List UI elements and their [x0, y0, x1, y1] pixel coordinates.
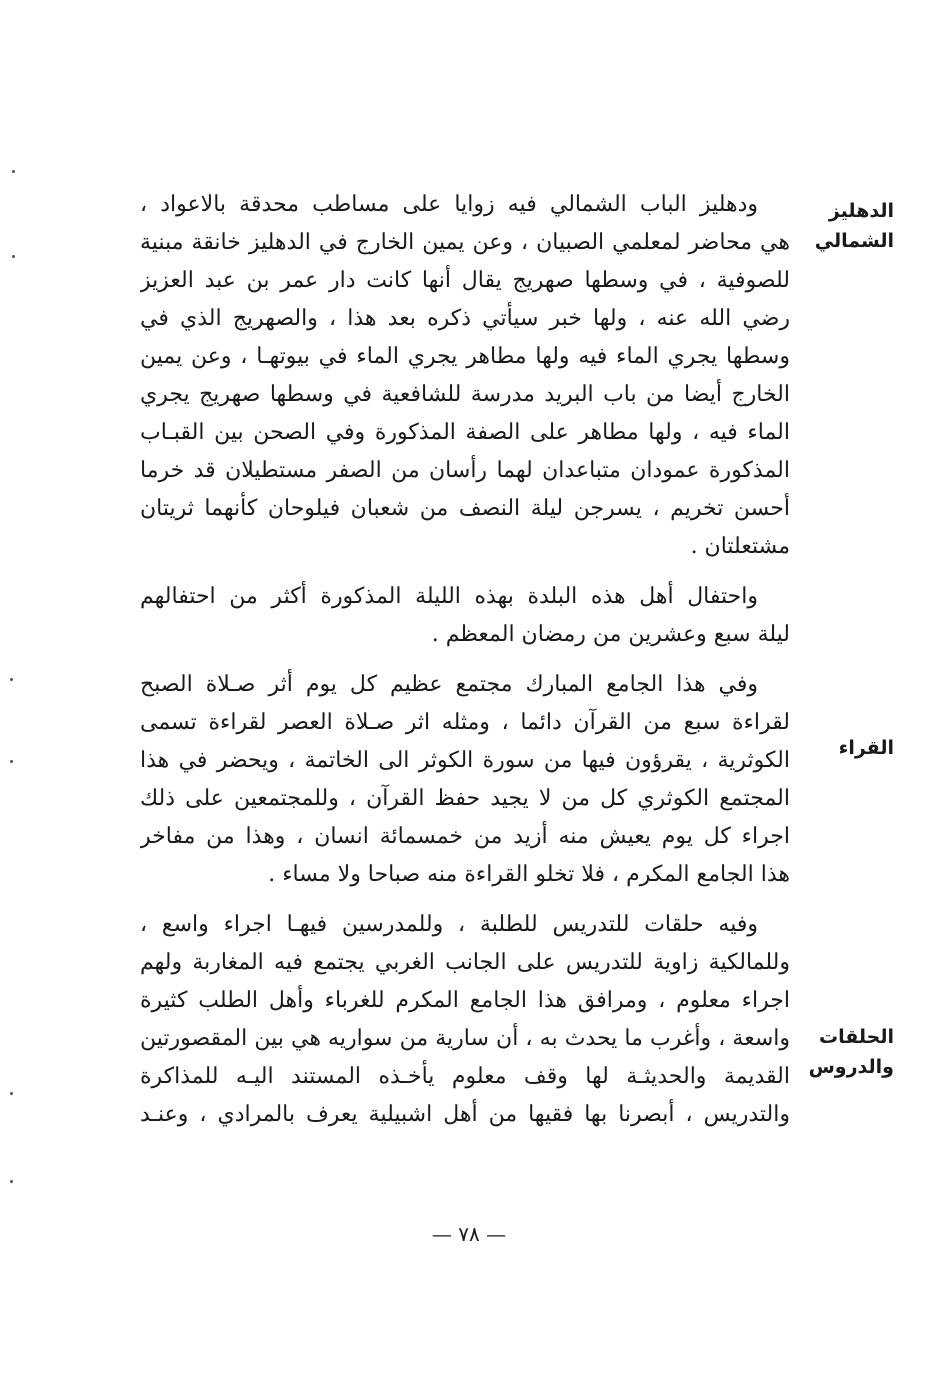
text-line: الكوثرية ، يقرؤون فيها من سورة الكوثر الى الخاتمة ، ويحضر في هذا [140, 748, 790, 773]
scan-speck [10, 1180, 13, 1183]
text-line: واسعة ، وأغرب ما يحدث به ، أن سارية من سواريه هي بين المقصورتين [140, 1026, 790, 1051]
text-line: لقراءة سبع من القرآن دائما ، ومثله اثر صـلاة العصر لقراءة تسمى [140, 710, 790, 735]
paragraph [140, 186, 790, 566]
margin-heading-north-vestibule [802, 196, 894, 256]
scan-speck [12, 255, 15, 258]
text-line: وفيه حلقات للتدريس للطلبة ، وللمدرسين فيهـا اجراء واسع ، [140, 912, 758, 937]
paragraph [140, 578, 790, 654]
text-line: وسطها يجري الماء فيه ولها مطاهر يجري الماء في بيوتهـا ، وعن يمين [140, 344, 790, 369]
scan-speck [10, 1092, 13, 1095]
paragraph [140, 906, 790, 1134]
text-line: ودهليز الباب الشمالي فيه زوايا على مساطب محدقة بالاعواد ، [140, 192, 758, 217]
margin-heading-line: والدروس [808, 1056, 894, 1078]
margin-heading-line: الدهليز [828, 200, 894, 222]
text-line: رضي الله عنه ، ولها خبر سيأتي ذكره بعد هذا ، والصهريج الذي في [140, 306, 790, 331]
text-line: مشتعلتان . [690, 534, 790, 559]
scan-speck [12, 170, 15, 173]
main-text [140, 186, 790, 1146]
paragraph [140, 666, 790, 894]
text-line: المذكورة عمودان متباعدان لهما رأسان من الصفر مستطيلان قد خرما [140, 458, 790, 483]
margin-heading-line: القراء [838, 737, 894, 759]
scan-speck [10, 678, 13, 681]
text-line: الماء فيه ، ولها مطاهر على الصفة المذكورة وفي الصحن بين القبـاب [140, 420, 790, 445]
text-line: للصوفية ، في وسطها صهريج يقال أنها كانت دار عمر بن عبد العزيز [140, 268, 790, 293]
text-line: اجراء كل يوم يعيش منه أزيد من خمسمائة انسان ، وهذا من مفاخر [140, 824, 790, 849]
margin-heading-study-circles [802, 1022, 894, 1082]
text-line: والتدريس ، أبصرنا بها فقيها من أهل اشبيلية يعرف بالمرادي ، وعنـد [140, 1102, 790, 1127]
text-line: واحتفال أهل هذه البلدة بهذه الليلة المذكورة أكثر من احتفالهم [140, 584, 758, 609]
margin-heading-line: الحلقات [819, 1026, 894, 1048]
text-line: ليلة سبع وعشرين من رمضان المعظم . [431, 622, 790, 647]
text-line: هذا الجامع المكرم ، فلا تخلو القراءة منه صباحا ولا مساء . [268, 862, 790, 887]
margin-heading-readers [802, 733, 894, 763]
text-line: القديمة والحديثـة لها وقف معلوم يأخـذه المستند اليـه للمذاكرة [140, 1064, 790, 1089]
text-line: المجتمع الكوثري كل من لا يجيد حفظ القرآن ، وللمجتمعين على ذلك [140, 786, 790, 811]
text-line: الخارج أيضا من باب البريد مدرسة للشافعية في وسطها صهريج يجري [140, 382, 790, 407]
page-number: — ٧٨ — [431, 1222, 507, 1246]
text-line: وفي هذا الجامع المبارك مجتمع عظيم كل يوم أثر صـلاة الصبح [140, 672, 758, 697]
scan-speck [10, 760, 13, 763]
text-line: اجراء معلوم ، ومرافق هذا الجامع المكرم للغرباء وأهل الطلب كثيرة [140, 988, 790, 1013]
text-line: وللمالكية زاوية للتدريس على الجانب الغربي يجتمع فيه المغاربة ولهم [140, 950, 790, 975]
margin-heading-line: الشمالي [814, 230, 894, 252]
text-line: أحسن تخريم ، يسرجن ليلة النصف من شعبان فيلوحان كأنهما ثريتان [140, 496, 790, 521]
text-line: هي محاضر لمعلمي الصبيان ، وعن يمين الخارج في الدهليز خانقة مبنية [140, 230, 790, 255]
